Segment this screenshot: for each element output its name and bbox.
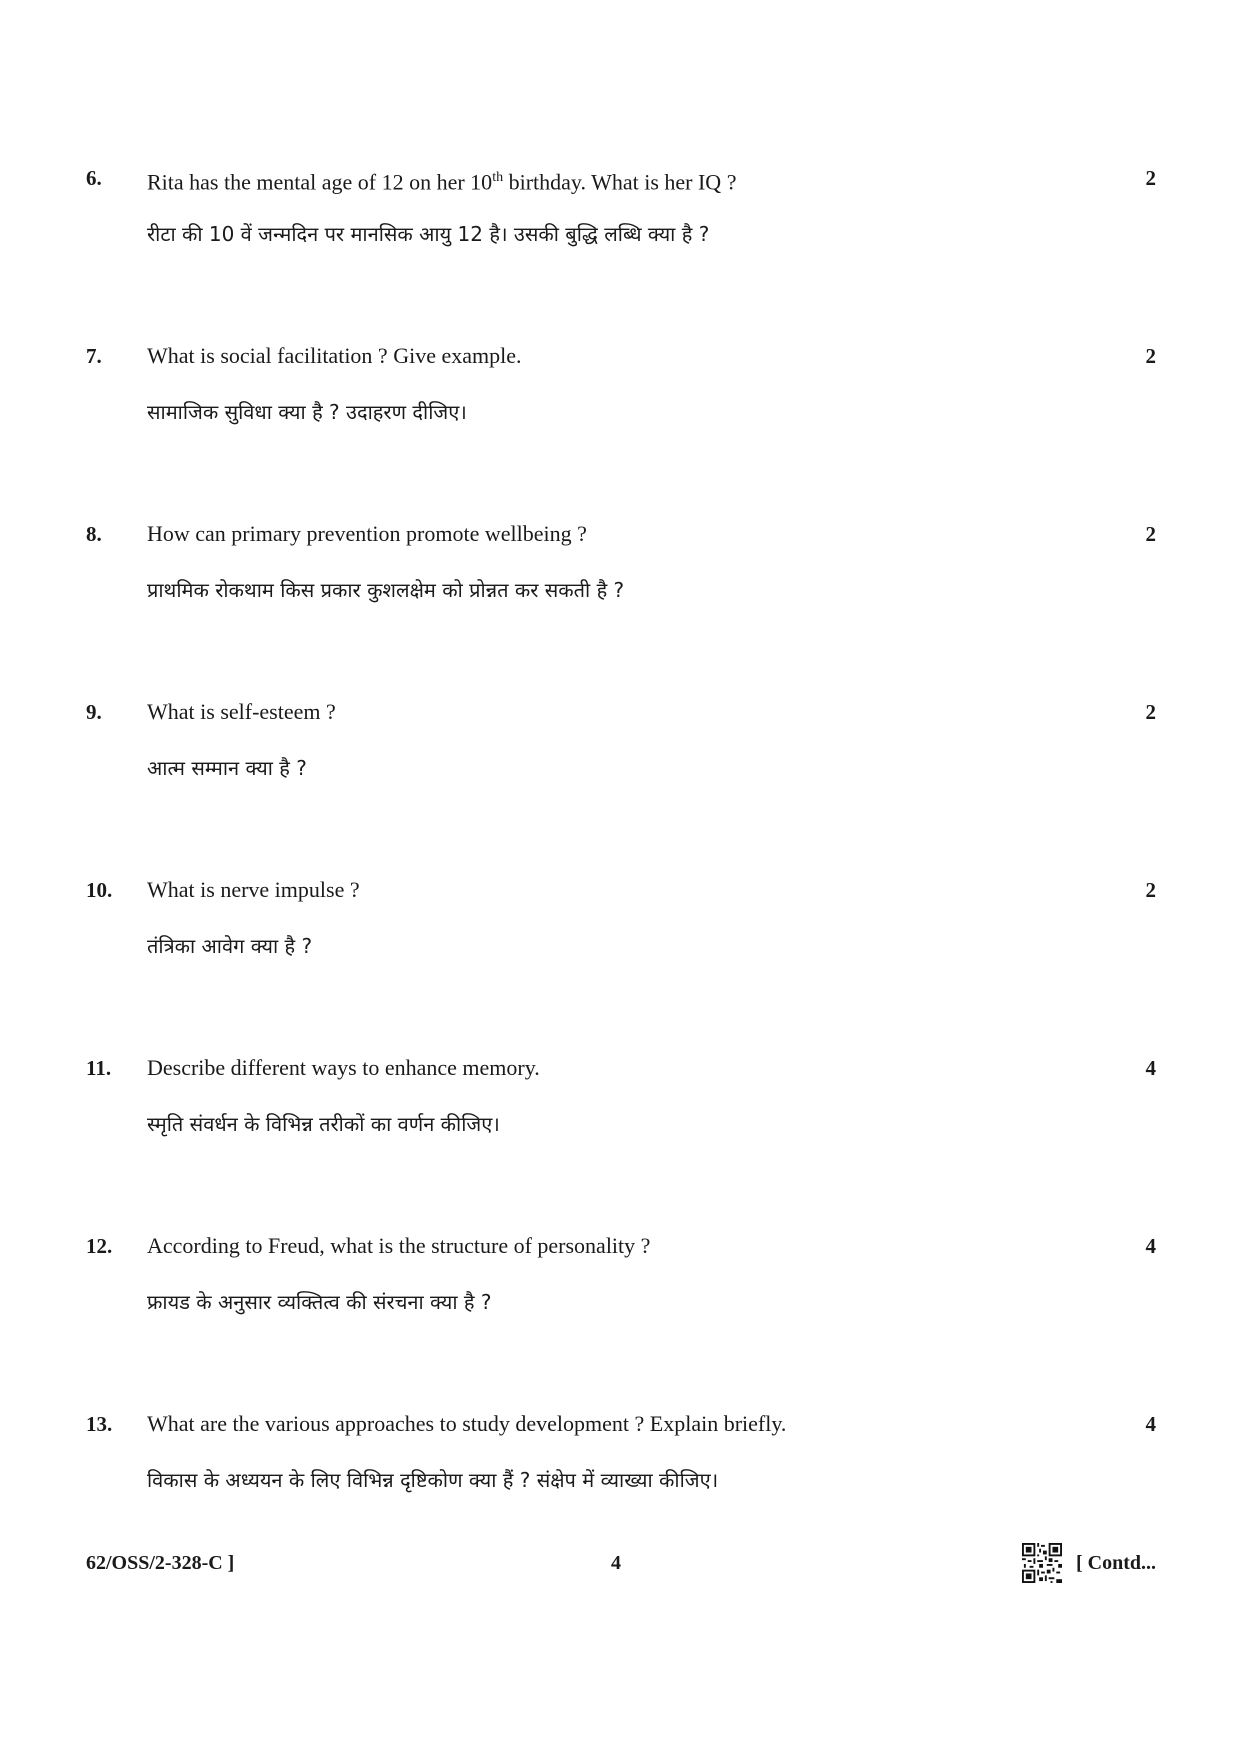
question-marks: 4 — [1145, 1412, 1156, 1436]
question-10 — [86, 870, 1156, 958]
qr-code-icon — [1022, 1543, 1062, 1583]
question-8 — [86, 514, 1156, 602]
question-text-hindi: तंत्रिका आवेग क्या है ? — [147, 934, 313, 958]
question-marks: 2 — [1145, 700, 1156, 724]
continued-label: [ Contd... — [1075, 1552, 1156, 1574]
question-text-english: What is nerve impulse ? — [147, 877, 360, 902]
question-marks: 2 — [1145, 878, 1156, 902]
page-number: 4 — [611, 1552, 621, 1574]
question-number: 8. — [86, 522, 102, 546]
question-text-hindi: प्राथमिक रोकथाम किस प्रकार कुशलक्षेम को प्रोन्नत कर सकती है ? — [147, 578, 625, 602]
question-text-hindi: सामाजिक सुविधा क्या है ? उदाहरण दीजिए। — [147, 400, 467, 424]
question-text-english: Describe different ways to enhance memory. — [147, 1055, 540, 1080]
question-marks: 2 — [1145, 166, 1156, 190]
question-text-english: Rita has the mental age of 12 on her 10th birthday. What is her IQ ? — [147, 169, 737, 195]
question-13 — [86, 1404, 1156, 1492]
question-6 — [86, 158, 1156, 246]
question-text-hindi: आत्म सम्मान क्या है ? — [147, 756, 307, 780]
question-text-english: What are the various approaches to study development ? Explain briefly. — [147, 1411, 787, 1436]
question-number: 9. — [86, 700, 102, 724]
question-text-english: How can primary prevention promote wellbeing ? — [147, 521, 587, 546]
question-marks: 2 — [1145, 344, 1156, 368]
question-number: 6. — [86, 166, 102, 190]
question-text-hindi: विकास के अध्ययन के लिए विभिन्न दृष्टिकोण क्या हैं ? संक्षेप में व्याख्या कीजिए। — [147, 1468, 719, 1492]
question-text-english: What is self-esteem ? — [147, 699, 336, 724]
paper-code: 62/OSS/2-328-C ] — [86, 1552, 235, 1574]
question-number: 10. — [86, 878, 113, 902]
question-number: 7. — [86, 344, 102, 368]
question-7 — [86, 336, 1156, 424]
question-text-english: According to Freud, what is the structure of personality ? — [147, 1233, 651, 1258]
question-text-hindi: रीटा की 10 वें जन्मदिन पर मानसिक आयु 12 है। उसकी बुद्धि लब्धि क्या है ? — [147, 222, 710, 246]
question-text-english: What is social facilitation ? Give example. — [147, 343, 522, 368]
question-marks: 2 — [1145, 522, 1156, 546]
page-footer — [86, 1543, 1156, 1583]
question-number: 13. — [86, 1412, 113, 1436]
question-number: 11. — [86, 1056, 112, 1080]
question-9 — [86, 692, 1156, 780]
question-text-hindi: फ्रायड के अनुसार व्यक्तित्व की संरचना क्या है ? — [147, 1290, 492, 1314]
question-text-hindi: स्मृति संवर्धन के विभिन्न तरीकों का वर्णन कीजिए। — [147, 1112, 500, 1136]
question-number: 12. — [86, 1234, 113, 1258]
question-marks: 4 — [1145, 1234, 1156, 1258]
question-marks: 4 — [1145, 1056, 1156, 1080]
question-11 — [86, 1048, 1156, 1136]
footer-right — [1022, 1543, 1156, 1583]
question-12 — [86, 1226, 1156, 1314]
